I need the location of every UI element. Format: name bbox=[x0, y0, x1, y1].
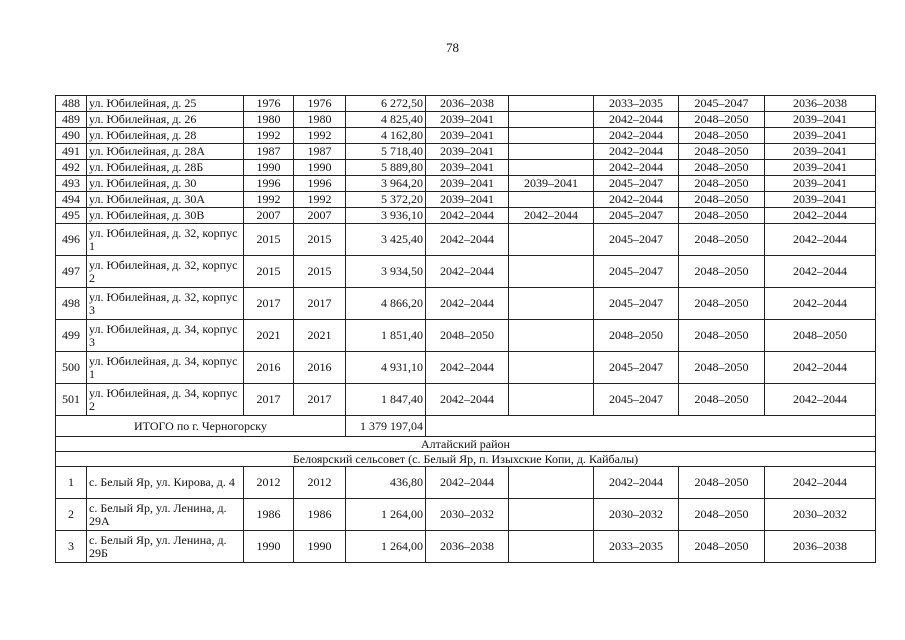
work-period-2-cell bbox=[509, 112, 594, 128]
area-cell: 3 964,20 bbox=[346, 176, 426, 192]
work-period-3-cell: 2042–2044 bbox=[594, 112, 679, 128]
area-cell: 1 264,00 bbox=[346, 499, 426, 531]
area-cell: 4 825,40 bbox=[346, 112, 426, 128]
work-period-5-cell: 2042–2044 bbox=[765, 467, 876, 499]
address-cell: ул. Юбилейная, д. 28Б bbox=[87, 160, 244, 176]
work-period-5-cell: 2039–2041 bbox=[765, 128, 876, 144]
work-period-3-cell: 2042–2044 bbox=[594, 128, 679, 144]
work-period-2-cell bbox=[509, 499, 594, 531]
area-cell: 5 718,40 bbox=[346, 144, 426, 160]
year-commissioned-cell: 1990 bbox=[294, 160, 346, 176]
year-commissioned-cell: 2007 bbox=[294, 208, 346, 224]
year-commissioned-cell: 2017 bbox=[294, 384, 346, 416]
work-period-4-cell: 2048–2050 bbox=[679, 224, 765, 256]
year-commissioned-cell: 1996 bbox=[294, 176, 346, 192]
table-row bbox=[56, 256, 876, 288]
work-period-1-cell: 2039–2041 bbox=[426, 144, 509, 160]
work-period-1-cell: 2039–2041 bbox=[426, 176, 509, 192]
table-row bbox=[56, 176, 876, 192]
total-label: ИТОГО по г. Черногорску bbox=[56, 416, 346, 437]
work-period-4-cell: 2048–2050 bbox=[679, 320, 765, 352]
row-number-cell: 489 bbox=[56, 112, 87, 128]
work-period-1-cell: 2039–2041 bbox=[426, 112, 509, 128]
work-period-2-cell bbox=[509, 256, 594, 288]
work-period-3-cell: 2045–2047 bbox=[594, 176, 679, 192]
table-row bbox=[56, 224, 876, 256]
year-built-cell: 2017 bbox=[244, 288, 294, 320]
work-period-5-cell: 2042–2044 bbox=[765, 224, 876, 256]
table-row bbox=[56, 467, 876, 499]
area-cell: 6 272,50 bbox=[346, 96, 426, 112]
address-cell: с. Белый Яр, ул. Ленина, д. 29А bbox=[87, 499, 244, 531]
work-period-4-cell: 2048–2050 bbox=[679, 160, 765, 176]
work-period-4-cell: 2045–2047 bbox=[679, 96, 765, 112]
work-period-1-cell: 2042–2044 bbox=[426, 256, 509, 288]
work-period-1-cell: 2039–2041 bbox=[426, 128, 509, 144]
area-cell: 436,80 bbox=[346, 467, 426, 499]
year-commissioned-cell: 2015 bbox=[294, 256, 346, 288]
work-period-3-cell: 2045–2047 bbox=[594, 256, 679, 288]
work-period-4-cell: 2048–2050 bbox=[679, 208, 765, 224]
address-cell: ул. Юбилейная, д. 30А bbox=[87, 192, 244, 208]
work-period-1-cell: 2042–2044 bbox=[426, 384, 509, 416]
year-built-cell: 2016 bbox=[244, 352, 294, 384]
work-period-3-cell: 2033–2035 bbox=[594, 96, 679, 112]
work-period-3-cell: 2042–2044 bbox=[594, 160, 679, 176]
work-period-5-cell: 2048–2050 bbox=[765, 320, 876, 352]
work-period-2-cell bbox=[509, 467, 594, 499]
row-number-cell: 493 bbox=[56, 176, 87, 192]
area-cell: 1 264,00 bbox=[346, 531, 426, 563]
work-period-3-cell: 2045–2047 bbox=[594, 208, 679, 224]
address-cell: ул. Юбилейная, д. 30 bbox=[87, 176, 244, 192]
year-commissioned-cell: 2015 bbox=[294, 224, 346, 256]
work-period-3-cell: 2045–2047 bbox=[594, 384, 679, 416]
row-number-cell: 496 bbox=[56, 224, 87, 256]
work-period-2-cell bbox=[509, 160, 594, 176]
year-commissioned-cell: 2012 bbox=[294, 467, 346, 499]
row-number-cell: 1 bbox=[56, 467, 87, 499]
housing-table bbox=[55, 95, 876, 563]
row-number-cell: 500 bbox=[56, 352, 87, 384]
work-period-1-cell: 2042–2044 bbox=[426, 467, 509, 499]
row-number-cell: 491 bbox=[56, 144, 87, 160]
district-row bbox=[56, 437, 876, 452]
address-cell: ул. Юбилейная, д. 25 bbox=[87, 96, 244, 112]
table-row bbox=[56, 499, 876, 531]
table-row bbox=[56, 192, 876, 208]
work-period-4-cell: 2048–2050 bbox=[679, 531, 765, 563]
row-number-cell: 495 bbox=[56, 208, 87, 224]
work-period-3-cell: 2042–2044 bbox=[594, 467, 679, 499]
work-period-4-cell: 2048–2050 bbox=[679, 288, 765, 320]
page-number: 78 bbox=[446, 40, 459, 55]
row-number-cell: 497 bbox=[56, 256, 87, 288]
work-period-4-cell: 2048–2050 bbox=[679, 352, 765, 384]
work-period-5-cell: 2042–2044 bbox=[765, 208, 876, 224]
work-period-5-cell: 2042–2044 bbox=[765, 352, 876, 384]
year-commissioned-cell: 1976 bbox=[294, 96, 346, 112]
year-commissioned-cell: 1980 bbox=[294, 112, 346, 128]
work-period-5-cell: 2042–2044 bbox=[765, 288, 876, 320]
work-period-1-cell: 2042–2044 bbox=[426, 288, 509, 320]
work-period-1-cell: 2039–2041 bbox=[426, 160, 509, 176]
work-period-3-cell: 2033–2035 bbox=[594, 531, 679, 563]
year-commissioned-cell: 2021 bbox=[294, 320, 346, 352]
address-cell: ул. Юбилейная, д. 30В bbox=[87, 208, 244, 224]
address-cell: ул. Юбилейная, д. 32, корпус 3 bbox=[87, 288, 244, 320]
work-period-5-cell: 2039–2041 bbox=[765, 176, 876, 192]
work-period-2-cell bbox=[509, 128, 594, 144]
address-cell: ул. Юбилейная, д. 34, корпус 3 bbox=[87, 320, 244, 352]
work-period-3-cell: 2048–2050 bbox=[594, 320, 679, 352]
work-period-3-cell: 2030–2032 bbox=[594, 499, 679, 531]
work-period-2-cell bbox=[509, 531, 594, 563]
address-cell: ул. Юбилейная, д. 34, корпус 1 bbox=[87, 352, 244, 384]
work-period-2-cell bbox=[509, 352, 594, 384]
row-number-cell: 3 bbox=[56, 531, 87, 563]
year-built-cell: 1986 bbox=[244, 499, 294, 531]
address-cell: ул. Юбилейная, д. 32, корпус 1 bbox=[87, 224, 244, 256]
row-number-cell: 498 bbox=[56, 288, 87, 320]
work-period-2-cell bbox=[509, 320, 594, 352]
area-cell: 3 425,40 bbox=[346, 224, 426, 256]
year-built-cell: 1980 bbox=[244, 112, 294, 128]
work-period-5-cell: 2039–2041 bbox=[765, 160, 876, 176]
work-period-5-cell: 2039–2041 bbox=[765, 144, 876, 160]
year-built-cell: 2015 bbox=[244, 224, 294, 256]
work-period-4-cell: 2048–2050 bbox=[679, 256, 765, 288]
area-cell: 1 847,40 bbox=[346, 384, 426, 416]
work-period-5-cell: 2042–2044 bbox=[765, 256, 876, 288]
work-period-5-cell: 2042–2044 bbox=[765, 384, 876, 416]
area-cell: 4 931,10 bbox=[346, 352, 426, 384]
work-period-2-cell bbox=[509, 384, 594, 416]
row-number-cell: 2 bbox=[56, 499, 87, 531]
work-period-5-cell: 2036–2038 bbox=[765, 531, 876, 563]
work-period-1-cell: 2030–2032 bbox=[426, 499, 509, 531]
work-period-4-cell: 2048–2050 bbox=[679, 144, 765, 160]
work-period-2-cell bbox=[509, 224, 594, 256]
address-cell: с. Белый Яр, ул. Кирова, д. 4 bbox=[87, 467, 244, 499]
year-commissioned-cell: 1990 bbox=[294, 531, 346, 563]
work-period-1-cell: 2036–2038 bbox=[426, 531, 509, 563]
work-period-2-cell bbox=[509, 288, 594, 320]
table-row bbox=[56, 384, 876, 416]
year-built-cell: 2015 bbox=[244, 256, 294, 288]
work-period-4-cell: 2048–2050 bbox=[679, 192, 765, 208]
work-period-1-cell: 2042–2044 bbox=[426, 224, 509, 256]
row-number-cell: 501 bbox=[56, 384, 87, 416]
work-period-3-cell: 2045–2047 bbox=[594, 352, 679, 384]
work-period-4-cell: 2048–2050 bbox=[679, 499, 765, 531]
area-cell: 5 889,80 bbox=[346, 160, 426, 176]
year-built-cell: 2021 bbox=[244, 320, 294, 352]
year-built-cell: 1992 bbox=[244, 128, 294, 144]
work-period-1-cell: 2042–2044 bbox=[426, 208, 509, 224]
work-period-3-cell: 2042–2044 bbox=[594, 144, 679, 160]
work-period-4-cell: 2048–2050 bbox=[679, 176, 765, 192]
year-built-cell: 1990 bbox=[244, 160, 294, 176]
table-row bbox=[56, 288, 876, 320]
table-row bbox=[56, 112, 876, 128]
year-built-cell: 2017 bbox=[244, 384, 294, 416]
work-period-1-cell: 2036–2038 bbox=[426, 96, 509, 112]
row-number-cell: 488 bbox=[56, 96, 87, 112]
area-cell: 4 162,80 bbox=[346, 128, 426, 144]
work-period-3-cell: 2045–2047 bbox=[594, 224, 679, 256]
work-period-2-cell: 2039–2041 bbox=[509, 176, 594, 192]
work-period-4-cell: 2048–2050 bbox=[679, 128, 765, 144]
work-period-4-cell: 2048–2050 bbox=[679, 112, 765, 128]
year-commissioned-cell: 1986 bbox=[294, 499, 346, 531]
year-built-cell: 1990 bbox=[244, 531, 294, 563]
address-cell: ул. Юбилейная, д. 26 bbox=[87, 112, 244, 128]
address-cell: с. Белый Яр, ул. Ленина, д. 29Б bbox=[87, 531, 244, 563]
work-period-2-cell: 2042–2044 bbox=[509, 208, 594, 224]
area-cell: 1 851,40 bbox=[346, 320, 426, 352]
row-number-cell: 492 bbox=[56, 160, 87, 176]
work-period-2-cell bbox=[509, 144, 594, 160]
row-number-cell: 490 bbox=[56, 128, 87, 144]
table-row bbox=[56, 352, 876, 384]
area-cell: 3 936,10 bbox=[346, 208, 426, 224]
address-cell: ул. Юбилейная, д. 34, корпус 2 bbox=[87, 384, 244, 416]
table-row bbox=[56, 160, 876, 176]
work-period-1-cell: 2048–2050 bbox=[426, 320, 509, 352]
table-row bbox=[56, 144, 876, 160]
address-cell: ул. Юбилейная, д. 28 bbox=[87, 128, 244, 144]
table-row bbox=[56, 128, 876, 144]
total-value: 1 379 197,04 bbox=[346, 416, 426, 437]
row-number-cell: 494 bbox=[56, 192, 87, 208]
table-row bbox=[56, 320, 876, 352]
area-cell: 4 866,20 bbox=[346, 288, 426, 320]
settlement-row bbox=[56, 452, 876, 467]
year-built-cell: 2007 bbox=[244, 208, 294, 224]
year-built-cell: 1976 bbox=[244, 96, 294, 112]
year-built-cell: 1992 bbox=[244, 192, 294, 208]
work-period-3-cell: 2045–2047 bbox=[594, 288, 679, 320]
table-row bbox=[56, 96, 876, 112]
year-commissioned-cell: 2017 bbox=[294, 288, 346, 320]
work-period-5-cell: 2036–2038 bbox=[765, 96, 876, 112]
area-cell: 3 934,50 bbox=[346, 256, 426, 288]
settlement-heading: Белоярский сельсовет (с. Белый Яр, п. Изыхские Копи, д. Кайбалы) bbox=[56, 452, 876, 467]
address-cell: ул. Юбилейная, д. 28А bbox=[87, 144, 244, 160]
work-period-5-cell: 2030–2032 bbox=[765, 499, 876, 531]
area-cell: 5 372,20 bbox=[346, 192, 426, 208]
work-period-2-cell bbox=[509, 96, 594, 112]
year-built-cell: 2012 bbox=[244, 467, 294, 499]
year-commissioned-cell: 1987 bbox=[294, 144, 346, 160]
address-cell: ул. Юбилейная, д. 32, корпус 2 bbox=[87, 256, 244, 288]
work-period-4-cell: 2048–2050 bbox=[679, 467, 765, 499]
year-built-cell: 1987 bbox=[244, 144, 294, 160]
work-period-2-cell bbox=[509, 192, 594, 208]
work-period-4-cell: 2048–2050 bbox=[679, 384, 765, 416]
table-row bbox=[56, 531, 876, 563]
row-number-cell: 499 bbox=[56, 320, 87, 352]
work-period-1-cell: 2039–2041 bbox=[426, 192, 509, 208]
work-period-3-cell: 2042–2044 bbox=[594, 192, 679, 208]
year-commissioned-cell: 2016 bbox=[294, 352, 346, 384]
work-period-5-cell: 2039–2041 bbox=[765, 192, 876, 208]
work-period-1-cell: 2042–2044 bbox=[426, 352, 509, 384]
district-heading: Алтайский район bbox=[56, 437, 876, 452]
total-row bbox=[56, 416, 876, 437]
work-period-5-cell: 2039–2041 bbox=[765, 112, 876, 128]
year-commissioned-cell: 1992 bbox=[294, 128, 346, 144]
table-row bbox=[56, 208, 876, 224]
year-commissioned-cell: 1992 bbox=[294, 192, 346, 208]
year-built-cell: 1996 bbox=[244, 176, 294, 192]
